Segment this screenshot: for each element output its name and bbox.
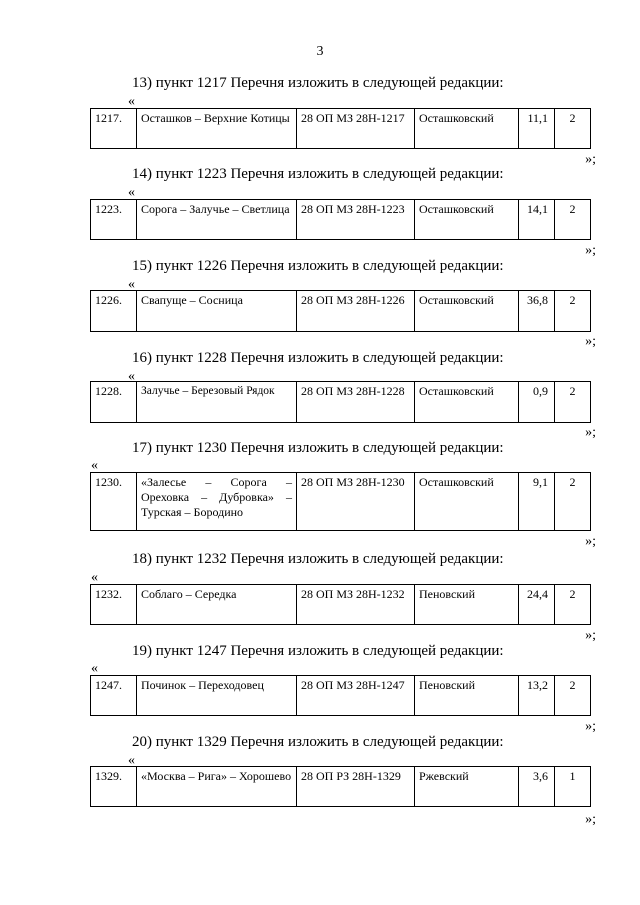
close-quote: »;	[585, 812, 596, 827]
road-name: «Москва – Рига» – Хорошево	[137, 767, 297, 807]
road-name: Залучье – Березовый Рядок	[137, 382, 297, 423]
open-quote: «	[91, 661, 98, 676]
section-heading: 15) пункт 1226 Перечня изложить в следующей редакции:	[132, 258, 504, 274]
road-table	[90, 290, 591, 332]
road-length: 3,6	[519, 767, 555, 807]
road-length: 0,9	[519, 382, 555, 423]
road-name: Починок – Переходовец	[137, 676, 297, 716]
row-number: 1247.	[91, 676, 137, 716]
open-quote: «	[128, 185, 135, 200]
row-number: 1329.	[91, 767, 137, 807]
road-code: 28 ОП МЗ 28Н-1228	[297, 382, 415, 423]
open-quote: «	[128, 753, 135, 768]
table-row	[91, 291, 591, 332]
road-length: 36,8	[519, 291, 555, 332]
road-length: 13,2	[519, 676, 555, 716]
district: Осташковский	[415, 382, 519, 423]
table-row	[91, 200, 591, 240]
road-code: 28 ОП МЗ 28Н-1232	[297, 585, 415, 625]
road-name: «Залесье – Сорога – Ореховка – Дубровка» – Турская – Бородино	[137, 473, 297, 531]
road-name: Свапуще – Сосница	[137, 291, 297, 332]
road-name: Осташков – Верхние Котицы	[137, 109, 297, 149]
road-code: 28 ОП МЗ 28Н-1223	[297, 200, 415, 240]
road-code: 28 ОП МЗ 28Н-1217	[297, 109, 415, 149]
road-category: 2	[555, 291, 591, 332]
close-quote: »;	[585, 534, 596, 549]
section-heading: 16) пункт 1228 Перечня изложить в следующей редакции:	[132, 350, 504, 366]
road-table	[90, 199, 591, 240]
row-number: 1232.	[91, 585, 137, 625]
road-category: 2	[555, 109, 591, 149]
district: Пеновский	[415, 585, 519, 625]
row-number: 1226.	[91, 291, 137, 332]
row-number: 1230.	[91, 473, 137, 531]
district: Осташковский	[415, 109, 519, 149]
open-quote: «	[91, 458, 98, 473]
section-heading: 19) пункт 1247 Перечня изложить в следующей редакции:	[132, 643, 504, 659]
table-row	[91, 767, 591, 807]
close-quote: »;	[585, 152, 596, 167]
road-category: 2	[555, 382, 591, 423]
road-table	[90, 766, 591, 807]
road-table	[90, 584, 591, 625]
district: Осташковский	[415, 291, 519, 332]
open-quote: «	[128, 369, 135, 384]
close-quote: »;	[585, 719, 596, 734]
road-category: 1	[555, 767, 591, 807]
table-row	[91, 109, 591, 149]
page-number: 3	[316, 44, 324, 59]
row-number: 1223.	[91, 200, 137, 240]
road-code: 28 ОП МЗ 28Н-1226	[297, 291, 415, 332]
district: Пеновский	[415, 676, 519, 716]
road-category: 2	[555, 200, 591, 240]
row-number: 1217.	[91, 109, 137, 149]
section-heading: 20) пункт 1329 Перечня изложить в следующей редакции:	[132, 734, 504, 750]
road-name: Сорога – Залучье – Светлица	[137, 200, 297, 240]
close-quote: »;	[585, 243, 596, 258]
road-name: Соблаго – Середка	[137, 585, 297, 625]
road-table	[90, 472, 591, 531]
district: Осташковский	[415, 473, 519, 531]
close-quote: »;	[585, 334, 596, 349]
close-quote: »;	[585, 425, 596, 440]
table-row	[91, 473, 591, 531]
section-heading: 18) пункт 1232 Перечня изложить в следующей редакции:	[132, 551, 504, 567]
road-length: 11,1	[519, 109, 555, 149]
table-row	[91, 585, 591, 625]
road-category: 2	[555, 676, 591, 716]
road-code: 28 ОП РЗ 28Н-1329	[297, 767, 415, 807]
road-category: 2	[555, 473, 591, 531]
section-heading: 13) пункт 1217 Перечня изложить в следующей редакции:	[132, 75, 504, 91]
close-quote: »;	[585, 628, 596, 643]
road-table	[90, 675, 591, 716]
district: Осташковский	[415, 200, 519, 240]
table-row	[91, 382, 591, 423]
road-table	[90, 381, 591, 423]
road-length: 14,1	[519, 200, 555, 240]
open-quote: «	[91, 570, 98, 585]
open-quote: «	[128, 277, 135, 292]
open-quote: «	[128, 94, 135, 109]
road-code: 28 ОП МЗ 28Н-1230	[297, 473, 415, 531]
road-category: 2	[555, 585, 591, 625]
section-heading: 17) пункт 1230 Перечня изложить в следующей редакции:	[132, 440, 504, 456]
table-row	[91, 676, 591, 716]
road-length: 9,1	[519, 473, 555, 531]
district: Ржевский	[415, 767, 519, 807]
road-length: 24,4	[519, 585, 555, 625]
section-heading: 14) пункт 1223 Перечня изложить в следующей редакции:	[132, 166, 504, 182]
road-table	[90, 108, 591, 149]
row-number: 1228.	[91, 382, 137, 423]
road-code: 28 ОП МЗ 28Н-1247	[297, 676, 415, 716]
